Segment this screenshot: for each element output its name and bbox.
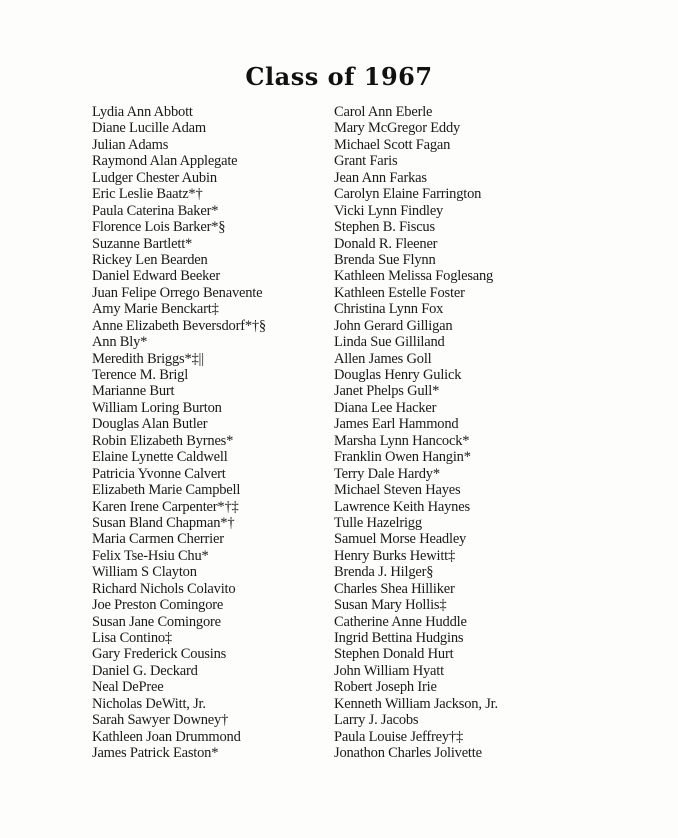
name-entry: Julian Adams (92, 136, 169, 153)
name-entry: James Earl Hammond (334, 416, 459, 433)
name-entry: Stephen B. Fiscus (334, 219, 435, 236)
name-entry: James Patrick Easton* (92, 745, 219, 762)
name-entry: Anne Elizabeth Beversdorf*†§ (92, 317, 266, 334)
name-entry: Paula Louise Jeffrey†‡ (334, 728, 464, 745)
name-entry: Paula Caterina Baker* (92, 202, 219, 219)
name-entry: Sarah Sawyer Downey† (92, 712, 229, 729)
name-entry: John William Hyatt (334, 662, 444, 679)
name-list-right (334, 104, 574, 762)
name-entry: Charles Shea Hilliker (334, 580, 455, 597)
name-entry: Jonathon Charles Jolivette (334, 745, 482, 762)
name-entry: Michael Steven Hayes (334, 482, 461, 499)
name-entry: Lydia Ann Abbott (92, 104, 193, 120)
name-entry: Linda Sue Gilliland (334, 334, 445, 351)
name-entry: Douglas Alan Butler (92, 416, 208, 433)
name-entry: Larry J. Jacobs (334, 712, 419, 729)
name-entry: Gary Frederick Cousins (92, 646, 227, 663)
name-entry: Patricia Yvonne Calvert (92, 465, 226, 482)
name-entry: Donald R. Fleener (334, 235, 438, 252)
name-entry: Amy Marie Benckart‡ (92, 301, 219, 318)
name-entry: Juan Felipe Orrego Benavente (92, 284, 263, 301)
name-entry: Elizabeth Marie Campbell (92, 482, 241, 499)
name-entry: Ludger Chester Aubin (92, 169, 217, 186)
name-entry: Michael Scott Fagan (334, 136, 451, 153)
name-entry: Ann Bly* (92, 334, 148, 351)
name-entry: Janet Phelps Gull* (334, 383, 440, 400)
name-entry: Carol Ann Eberle (334, 104, 433, 120)
name-entry: Vicki Lynn Findley (334, 202, 444, 219)
name-entry: Robert Joseph Irie (334, 679, 437, 696)
name-entry: Susan Mary Hollis‡ (334, 597, 447, 614)
name-entry: Florence Lois Barker*§ (92, 219, 226, 236)
name-entry: Douglas Henry Gulick (334, 367, 462, 383)
name-entry: Ingrid Bettina Hudgins (334, 630, 464, 646)
name-entry: Suzanne Bartlett* (92, 235, 193, 252)
name-entry: Susan Jane Comingore (92, 613, 221, 630)
name-entry: Eric Leslie Baatz*† (92, 186, 203, 203)
name-entry: Karen Irene Carpenter*†‡ (92, 498, 239, 515)
name-entry: Neal DePree (92, 679, 164, 696)
name-entry: Felix Tse-Hsiu Chu* (92, 547, 209, 564)
name-entry: Kenneth William Jackson, Jr. (334, 695, 498, 712)
name-entry: Terence M. Brigl (92, 367, 189, 383)
name-entry: Grant Faris (334, 153, 398, 170)
name-entry: Carolyn Elaine Farrington (334, 186, 482, 203)
name-entry: Kathleen Melissa Foglesang (334, 268, 494, 285)
name-entry: Stephen Donald Hurt (334, 646, 454, 663)
name-entry: Jean Ann Farkas (334, 169, 427, 186)
name-entry: William Loring Burton (92, 399, 222, 416)
name-entry: Maria Carmen Cherrier (92, 531, 224, 548)
name-entry: Kathleen Estelle Foster (334, 284, 465, 301)
name-entry: Marsha Lynn Hancock* (334, 432, 470, 449)
name-entry: Terry Dale Hardy* (334, 465, 440, 482)
name-entry: Robin Elizabeth Byrnes* (92, 432, 234, 449)
name-entry: John Gerard Gilligan (334, 317, 453, 334)
name-entry: Kathleen Joan Drummond (92, 728, 241, 745)
name-entry: Tulle Hazelrigg (334, 514, 422, 531)
name-entry: Susan Bland Chapman*† (92, 514, 235, 531)
name-entry: Allen James Goll (334, 350, 432, 367)
name-entry: Rickey Len Bearden (92, 251, 208, 268)
name-entry: Catherine Anne Huddle (334, 613, 467, 630)
page-title: Class of 1967 (245, 62, 433, 91)
name-entry: Richard Nichols Colavito (92, 580, 236, 597)
name-entry: Henry Burks Hewitt‡ (334, 547, 456, 564)
name-entry: Christina Lynn Fox (334, 301, 444, 318)
name-entry: Brenda J. Hilger§ (334, 564, 434, 581)
name-entry: Marianne Burt (92, 383, 175, 400)
name-entry: Nicholas DeWitt, Jr. (92, 695, 206, 712)
name-list-left (92, 104, 330, 762)
name-entry: Daniel G. Deckard (92, 662, 198, 679)
name-entry: William S Clayton (92, 564, 197, 581)
name-entry: Meredith Briggs*‡|| (92, 350, 204, 367)
name-entry: Elaine Lynette Caldwell (92, 449, 228, 466)
name-entry: Raymond Alan Applegate (92, 153, 238, 170)
name-entry: Samuel Morse Headley (334, 531, 467, 548)
name-entry: Mary McGregor Eddy (334, 120, 461, 137)
name-entry: Lisa Contino‡ (92, 630, 172, 646)
name-entry: Joe Preston Comingore (92, 597, 224, 614)
name-entry: Daniel Edward Beeker (92, 268, 221, 285)
name-entry: Diana Lee Hacker (334, 399, 437, 416)
name-entry: Franklin Owen Hangin* (334, 449, 471, 466)
name-entry: Brenda Sue Flynn (334, 251, 436, 268)
name-entry: Diane Lucille Adam (92, 120, 206, 137)
name-entry: Lawrence Keith Haynes (334, 498, 470, 515)
